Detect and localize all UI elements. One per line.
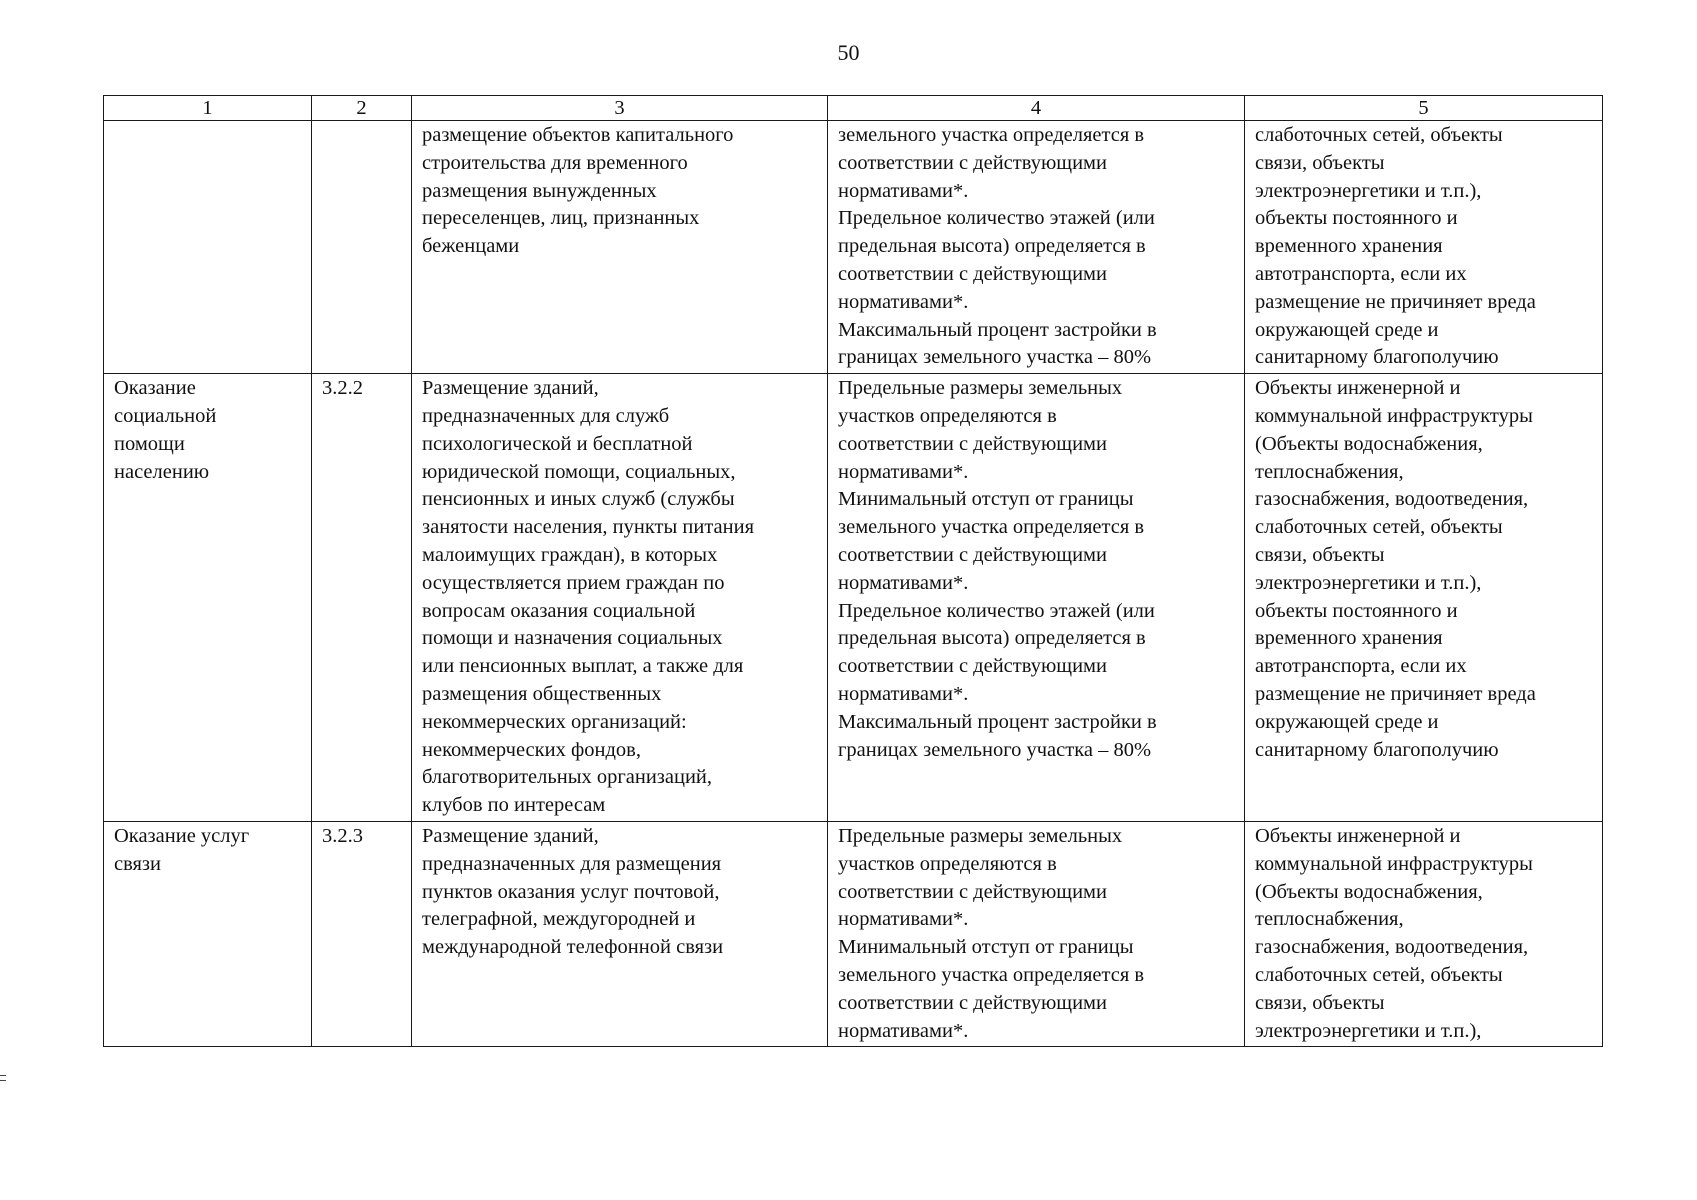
cell-text-line: электроэнергетики и т.п.), [1255,1019,1482,1042]
use-type-code-cell [312,821,412,1046]
cell-text-line: теплоснабжения, [1255,460,1404,483]
cell-text-line: земельного участка определяется в [838,516,1145,539]
cell-text-line: Предельные размеры земельных [838,377,1123,400]
cell-text-line: Минимальный отступ от границы [838,488,1134,511]
cell-text-line: предельная высота) определяется в [838,627,1146,650]
cell-text-line: Минимальный отступ от границы [838,936,1134,959]
cell-text-line: помощи [114,432,185,455]
cell-text-line: психологической и бесплатной [422,432,693,455]
cell-text-line: газоснабжения, водоотведения, [1255,936,1529,959]
cell-text-line: связи, объекты [1255,543,1385,566]
cell-text-line: международной телефонной связи [422,936,724,959]
cell-text-line: нормативами*. [838,1019,969,1042]
cell-text-line: Оказание [114,377,196,400]
cell-text-line: соответствии с действующими [838,262,1107,285]
cell-text-line: или пенсионных выплат, а также для [422,655,744,678]
parameters-cell [828,374,1245,822]
use-description-cell [412,121,828,374]
cell-text-line: электроэнергетики и т.п.), [1255,571,1482,594]
cell-text-line: Максимальный процент застройки в [838,318,1157,341]
cell-text-line: нормативами*. [838,290,969,313]
cell-text-line: (Объекты водоснабжения, [1255,432,1483,455]
cell-text-line: окружающей среде и [1255,318,1439,341]
cell-text-line: слаботочных сетей, объекты [1255,516,1503,539]
cell-text-line: участков определяются в [838,852,1057,875]
cell-text-line: границах земельного участка – 80% [838,346,1152,369]
cell-text-line: слаботочных сетей, объекты [1255,124,1503,146]
cell-text-line: нормативами*. [838,460,969,483]
cell-text-line: некоммерческих фондов, [422,738,641,761]
cell-text-line: санитарному благополучию [1255,738,1499,761]
use-type-code-cell [312,121,412,374]
cell-text-line: соответствии с действующими [838,432,1107,455]
use-description-cell [412,821,828,1046]
column-header-4: 4 [828,96,1245,121]
cell-text-line: помощи и назначения социальных [422,627,723,650]
cell-text-line: Предельные размеры земельных [838,824,1123,847]
cell-text-line: санитарному благополучию [1255,346,1499,369]
table-row [104,121,1603,374]
land-use-table [103,95,1603,1047]
cell-text-line: населению [114,460,210,483]
cell-text-line: соответствии с действующими [838,655,1107,678]
cell-text-line: автотранспорта, если их [1255,262,1467,285]
cell-text-line: газоснабжения, водоотведения, [1255,488,1529,511]
use-type-name-cell [104,374,312,822]
parameters-cell [828,121,1245,374]
column-header-1: 1 [104,96,312,121]
cell-text-line: участков определяются в [838,404,1057,427]
table-row [104,374,1603,822]
cell-text-line: Предельное количество этажей (или [838,599,1155,622]
table-body [104,121,1603,1047]
auxiliary-uses-cell [1245,821,1603,1046]
cell-text-line: размещения вынужденных [422,179,657,202]
use-type-name-cell [104,821,312,1046]
cell-text-line: коммунальной инфраструктуры [1255,852,1533,875]
cell-text-line: коммунальной инфраструктуры [1255,404,1533,427]
column-header-2: 2 [312,96,412,121]
table-row [104,821,1603,1046]
cell-text-line: Оказание услуг [114,824,250,847]
cell-text-line: связи [114,852,162,875]
cell-text-line: пунктов оказания услуг почтовой, [422,880,720,903]
cell-text-line: соответствии с действующими [838,991,1107,1014]
cell-text-line: Максимальный процент застройки в [838,710,1157,733]
cell-text-line: Объекты инженерной и [1255,824,1461,847]
cell-text-line: нормативами*. [838,571,969,594]
cell-text-line: земельного участка определяется в [838,963,1145,986]
auxiliary-uses-cell [1245,121,1603,374]
cell-text-line: электроэнергетики и т.п.), [1255,179,1482,202]
cell-text-line: предназначенных для служб [422,404,670,427]
cell-text-line: Размещение зданий, [422,824,599,847]
parameters-cell [828,821,1245,1046]
cell-text-line: предельная высота) определяется в [838,235,1146,258]
cell-text-line: временного хранения [1255,235,1443,258]
scan-edge-mark [0,1075,6,1081]
cell-text-line: беженцами [422,235,520,258]
cell-text-line: соответствии с действующими [838,543,1107,566]
use-type-name-cell [104,121,312,374]
cell-text-line: размещения общественных [422,682,662,705]
cell-text-line: автотранспорта, если их [1255,655,1467,678]
cell-text-line: 3.2.2 [322,377,363,400]
cell-text-line: благотворительных организаций, [422,766,713,789]
use-type-code-cell [312,374,412,822]
cell-text-line: соответствии с действующими [838,880,1107,903]
cell-text-line: социальной [114,404,217,427]
cell-text-line: размещение объектов капитального [422,124,734,146]
cell-text-line: объекты постоянного и [1255,599,1458,622]
use-description-cell [412,374,828,822]
cell-text-line: связи, объекты [1255,151,1385,174]
auxiliary-uses-cell [1245,374,1603,822]
cell-text-line: (Объекты водоснабжения, [1255,880,1483,903]
cell-text-line: нормативами*. [838,179,969,202]
cell-text-line: временного хранения [1255,627,1443,650]
cell-text-line: занятости населения, пункты питания [422,516,755,539]
cell-text-line: окружающей среде и [1255,710,1439,733]
cell-text-line: нормативами*. [838,682,969,705]
cell-text-line: вопросам оказания социальной [422,599,696,622]
cell-text-line: Размещение зданий, [422,377,599,400]
cell-text-line: слаботочных сетей, объекты [1255,963,1503,986]
column-header-3: 3 [412,96,828,121]
page-number: 50 [837,40,860,65]
cell-text-line: связи, объекты [1255,991,1385,1014]
cell-text-line: теплоснабжения, [1255,908,1404,931]
cell-text-line: размещение не причиняет вреда [1255,290,1536,313]
cell-text-line: нормативами*. [838,908,969,931]
cell-text-line: Предельное количество этажей (или [838,207,1155,230]
cell-text-line: границах земельного участка – 80% [838,738,1152,761]
cell-text-line: размещение не причиняет вреда [1255,682,1536,705]
cell-text-line: малоимущих граждан), в которых [422,543,718,566]
cell-text-line: объекты постоянного и [1255,207,1458,230]
cell-text-line: юридической помощи, социальных, [422,460,736,483]
cell-text-line: земельного участка определяется в [838,124,1145,146]
cell-text-line: предназначенных для размещения [422,852,722,875]
cell-text-line: строительства для временного [422,151,688,174]
column-header-5: 5 [1245,96,1603,121]
cell-text-line: переселенцев, лиц, признанных [422,207,700,230]
cell-text-line: клубов по интересам [422,794,606,817]
cell-text-line: пенсионных и иных служб (службы [422,488,735,511]
cell-text-line: соответствии с действующими [838,151,1107,174]
cell-text-line: Объекты инженерной и [1255,377,1461,400]
cell-text-line: некоммерческих организаций: [422,710,687,733]
header-row [104,96,1603,121]
cell-text-line: осуществляется прием граждан по [422,571,725,594]
cell-text-line: телеграфной, междугородней и [422,908,696,931]
cell-text-line: 3.2.3 [322,824,363,847]
